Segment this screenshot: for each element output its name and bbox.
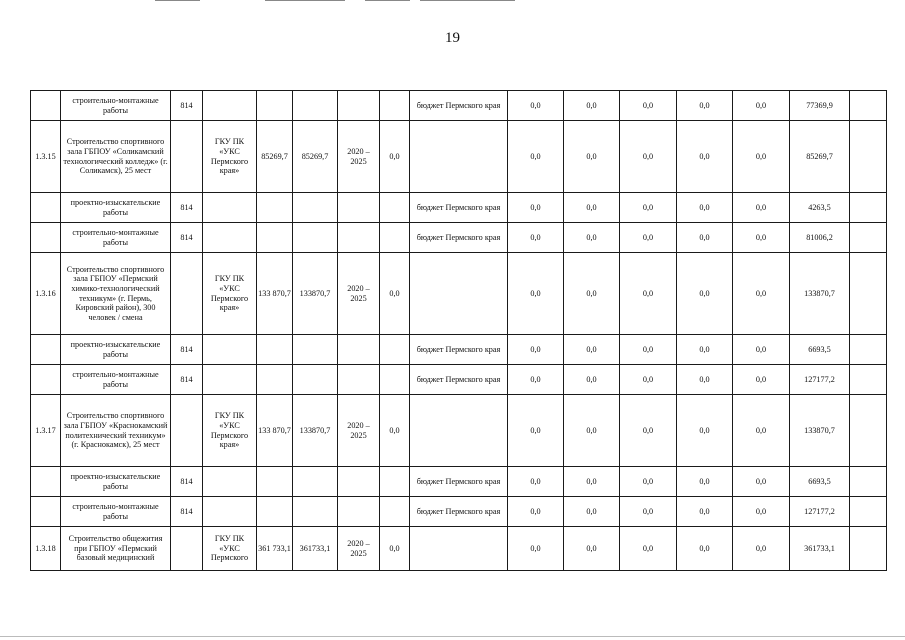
- item-name-cell: строительно-монтажные работы: [61, 223, 171, 253]
- year-4-cell: 0,0: [677, 395, 733, 467]
- executor-cell: [203, 467, 257, 497]
- executor-cell: [203, 497, 257, 527]
- start-value-cell: [380, 335, 410, 365]
- start-value-cell: [380, 467, 410, 497]
- year-1-cell: 0,0: [508, 365, 564, 395]
- table-row: [31, 335, 887, 365]
- executor-cell: ГКУ ПК «УКС Пермского: [203, 527, 257, 571]
- scan-edge-line: [365, 0, 410, 1]
- year-3-cell: 0,0: [620, 365, 677, 395]
- year-1-cell: 0,0: [508, 193, 564, 223]
- sum-cell: 81006,2: [790, 223, 850, 253]
- table-row: [31, 467, 887, 497]
- executor-cell: [203, 91, 257, 121]
- period-cell: [338, 223, 380, 253]
- scan-edge-line: [155, 0, 200, 1]
- year-5-cell: 0,0: [733, 365, 790, 395]
- year-2-cell: 0,0: [564, 193, 620, 223]
- item-number-cell: [31, 467, 61, 497]
- period-cell: 2020 – 2025: [338, 527, 380, 571]
- year-5-cell: 0,0: [733, 253, 790, 335]
- funding-source-cell: [410, 527, 508, 571]
- sum-cell: 77369,9: [790, 91, 850, 121]
- notes-cell: [850, 395, 887, 467]
- year-4-cell: 0,0: [677, 91, 733, 121]
- year-3-cell: 0,0: [620, 335, 677, 365]
- period-cell: 2020 – 2025: [338, 395, 380, 467]
- funding-source-cell: бюджет Пермского края: [410, 91, 508, 121]
- start-value-cell: 0,0: [380, 121, 410, 193]
- year-5-cell: 0,0: [733, 497, 790, 527]
- year-3-cell: 0,0: [620, 527, 677, 571]
- year-3-cell: 0,0: [620, 223, 677, 253]
- item-name-cell: проектно-изыскательские работы: [61, 467, 171, 497]
- notes-cell: [850, 91, 887, 121]
- item-name-cell: Строительство спортивного зала ГБПОУ «Соликамский технологический колледж» (г. Соликамск), 25 мест: [61, 121, 171, 193]
- total-cost-cell: [293, 467, 338, 497]
- period-cell: [338, 335, 380, 365]
- total-cost-cell: 133870,7: [293, 395, 338, 467]
- item-name-cell: строительно-монтажные работы: [61, 365, 171, 395]
- year-3-cell: 0,0: [620, 121, 677, 193]
- year-1-cell: 0,0: [508, 497, 564, 527]
- executor-cell: [203, 223, 257, 253]
- executor-cell: [203, 335, 257, 365]
- grbs-code-cell: 814: [171, 365, 203, 395]
- year-4-cell: 0,0: [677, 223, 733, 253]
- item-name-cell: строительно-монтажные работы: [61, 91, 171, 121]
- executor-cell: [203, 193, 257, 223]
- total-cost-cell: 85269,7: [293, 121, 338, 193]
- notes-cell: [850, 223, 887, 253]
- sum-cell: 6693,5: [790, 335, 850, 365]
- notes-cell: [850, 467, 887, 497]
- item-number-cell: 1.3.17: [31, 395, 61, 467]
- grbs-code-cell: 814: [171, 193, 203, 223]
- year-5-cell: 0,0: [733, 467, 790, 497]
- start-value-cell: [380, 223, 410, 253]
- period-cell: [338, 497, 380, 527]
- year-1-cell: 0,0: [508, 223, 564, 253]
- item-number-cell: 1.3.15: [31, 121, 61, 193]
- year-4-cell: 0,0: [677, 365, 733, 395]
- start-value-cell: 0,0: [380, 527, 410, 571]
- year-2-cell: 0,0: [564, 497, 620, 527]
- program-table: [30, 90, 887, 571]
- item-number-cell: [31, 91, 61, 121]
- year-3-cell: 0,0: [620, 193, 677, 223]
- grbs-code-cell: [171, 121, 203, 193]
- start-value-cell: [380, 193, 410, 223]
- table-row: [31, 365, 887, 395]
- period-cell: [338, 365, 380, 395]
- grbs-code-cell: 814: [171, 223, 203, 253]
- scan-edge-line: [0, 636, 905, 637]
- year-2-cell: 0,0: [564, 395, 620, 467]
- grbs-code-cell: 814: [171, 335, 203, 365]
- total-cost-cell: [293, 497, 338, 527]
- grbs-code-cell: 814: [171, 91, 203, 121]
- item-number-cell: 1.3.18: [31, 527, 61, 571]
- item-number-cell: 1.3.16: [31, 253, 61, 335]
- table-row: [31, 497, 887, 527]
- period-cell: [338, 91, 380, 121]
- executor-cell: ГКУ ПК «УКС Пермского края»: [203, 121, 257, 193]
- estimated-cost-cell: [257, 365, 293, 395]
- sum-cell: 127177,2: [790, 497, 850, 527]
- year-2-cell: 0,0: [564, 335, 620, 365]
- year-3-cell: 0,0: [620, 497, 677, 527]
- total-cost-cell: [293, 91, 338, 121]
- estimated-cost-cell: [257, 467, 293, 497]
- year-2-cell: 0,0: [564, 223, 620, 253]
- item-name-cell: проектно-изыскательские работы: [61, 193, 171, 223]
- grbs-code-cell: [171, 395, 203, 467]
- period-cell: 2020 – 2025: [338, 253, 380, 335]
- funding-source-cell: [410, 121, 508, 193]
- item-name-cell: проектно-изыскательские работы: [61, 335, 171, 365]
- start-value-cell: [380, 91, 410, 121]
- grbs-code-cell: 814: [171, 497, 203, 527]
- year-3-cell: 0,0: [620, 91, 677, 121]
- year-4-cell: 0,0: [677, 335, 733, 365]
- year-1-cell: 0,0: [508, 395, 564, 467]
- estimated-cost-cell: [257, 223, 293, 253]
- year-4-cell: 0,0: [677, 497, 733, 527]
- total-cost-cell: [293, 193, 338, 223]
- table-row: [31, 121, 887, 193]
- period-cell: [338, 193, 380, 223]
- year-4-cell: 0,0: [677, 467, 733, 497]
- grbs-code-cell: [171, 253, 203, 335]
- year-1-cell: 0,0: [508, 527, 564, 571]
- estimated-cost-cell: [257, 497, 293, 527]
- notes-cell: [850, 121, 887, 193]
- total-cost-cell: [293, 223, 338, 253]
- table-row: [31, 395, 887, 467]
- funding-source-cell: бюджет Пермского края: [410, 467, 508, 497]
- year-4-cell: 0,0: [677, 527, 733, 571]
- period-cell: 2020 – 2025: [338, 121, 380, 193]
- year-4-cell: 0,0: [677, 121, 733, 193]
- table-row: [31, 253, 887, 335]
- year-2-cell: 0,0: [564, 527, 620, 571]
- notes-cell: [850, 253, 887, 335]
- executor-cell: ГКУ ПК «УКС Пермского края»: [203, 395, 257, 467]
- year-5-cell: 0,0: [733, 193, 790, 223]
- year-2-cell: 0,0: [564, 365, 620, 395]
- year-2-cell: 0,0: [564, 467, 620, 497]
- year-3-cell: 0,0: [620, 395, 677, 467]
- total-cost-cell: [293, 365, 338, 395]
- year-1-cell: 0,0: [508, 121, 564, 193]
- year-5-cell: 0,0: [733, 223, 790, 253]
- total-cost-cell: [293, 335, 338, 365]
- scan-edge-line: [420, 0, 515, 1]
- sum-cell: 127177,2: [790, 365, 850, 395]
- scan-edge-line: [265, 0, 345, 1]
- estimated-cost-cell: [257, 335, 293, 365]
- year-4-cell: 0,0: [677, 253, 733, 335]
- item-number-cell: [31, 497, 61, 527]
- total-cost-cell: 133870,7: [293, 253, 338, 335]
- item-number-cell: [31, 365, 61, 395]
- table-row: [31, 527, 887, 571]
- year-1-cell: 0,0: [508, 91, 564, 121]
- grbs-code-cell: 814: [171, 467, 203, 497]
- total-cost-cell: 361733,1: [293, 527, 338, 571]
- sum-cell: 361733,1: [790, 527, 850, 571]
- item-number-cell: [31, 335, 61, 365]
- executor-cell: ГКУ ПК «УКС Пермского края»: [203, 253, 257, 335]
- item-number-cell: [31, 193, 61, 223]
- year-1-cell: 0,0: [508, 467, 564, 497]
- notes-cell: [850, 527, 887, 571]
- year-2-cell: 0,0: [564, 253, 620, 335]
- funding-source-cell: бюджет Пермского края: [410, 335, 508, 365]
- table-row: [31, 223, 887, 253]
- funding-source-cell: [410, 253, 508, 335]
- year-5-cell: 0,0: [733, 91, 790, 121]
- funding-source-cell: [410, 395, 508, 467]
- year-4-cell: 0,0: [677, 193, 733, 223]
- year-3-cell: 0,0: [620, 467, 677, 497]
- year-1-cell: 0,0: [508, 335, 564, 365]
- sum-cell: 133870,7: [790, 395, 850, 467]
- start-value-cell: 0,0: [380, 253, 410, 335]
- funding-source-cell: бюджет Пермского края: [410, 223, 508, 253]
- item-name-cell: строительно-монтажные работы: [61, 497, 171, 527]
- sum-cell: 85269,7: [790, 121, 850, 193]
- year-2-cell: 0,0: [564, 121, 620, 193]
- funding-source-cell: бюджет Пермского края: [410, 193, 508, 223]
- start-value-cell: [380, 365, 410, 395]
- estimated-cost-cell: 133 870,7: [257, 395, 293, 467]
- sum-cell: 4263,5: [790, 193, 850, 223]
- year-5-cell: 0,0: [733, 335, 790, 365]
- notes-cell: [850, 365, 887, 395]
- item-number-cell: [31, 223, 61, 253]
- year-5-cell: 0,0: [733, 527, 790, 571]
- table-body: [31, 91, 887, 571]
- table-row: [31, 91, 887, 121]
- item-name-cell: Строительство спортивного зала ГБПОУ «Пермский химико-технологический техникум» (г. Пермь, Кировский район), 300 человек / смена: [61, 253, 171, 335]
- sum-cell: 6693,5: [790, 467, 850, 497]
- grbs-code-cell: [171, 527, 203, 571]
- year-2-cell: 0,0: [564, 91, 620, 121]
- notes-cell: [850, 193, 887, 223]
- period-cell: [338, 467, 380, 497]
- page-number: 19: [445, 30, 460, 46]
- year-5-cell: 0,0: [733, 121, 790, 193]
- start-value-cell: 0,0: [380, 395, 410, 467]
- table-row: [31, 193, 887, 223]
- notes-cell: [850, 497, 887, 527]
- funding-source-cell: бюджет Пермского края: [410, 497, 508, 527]
- item-name-cell: Строительство общежития при ГБПОУ «Пермский базовый медицинский: [61, 527, 171, 571]
- year-5-cell: 0,0: [733, 395, 790, 467]
- item-name-cell: Строительство спортивного зала ГБПОУ «Краснокамский политехнический техникум» (г. Краснокамск), 25 мест: [61, 395, 171, 467]
- estimated-cost-cell: 85269,7: [257, 121, 293, 193]
- sum-cell: 133870,7: [790, 253, 850, 335]
- notes-cell: [850, 335, 887, 365]
- year-3-cell: 0,0: [620, 253, 677, 335]
- start-value-cell: [380, 497, 410, 527]
- year-1-cell: 0,0: [508, 253, 564, 335]
- estimated-cost-cell: [257, 91, 293, 121]
- executor-cell: [203, 365, 257, 395]
- estimated-cost-cell: 133 870,7: [257, 253, 293, 335]
- estimated-cost-cell: 361 733,1: [257, 527, 293, 571]
- estimated-cost-cell: [257, 193, 293, 223]
- funding-source-cell: бюджет Пермского края: [410, 365, 508, 395]
